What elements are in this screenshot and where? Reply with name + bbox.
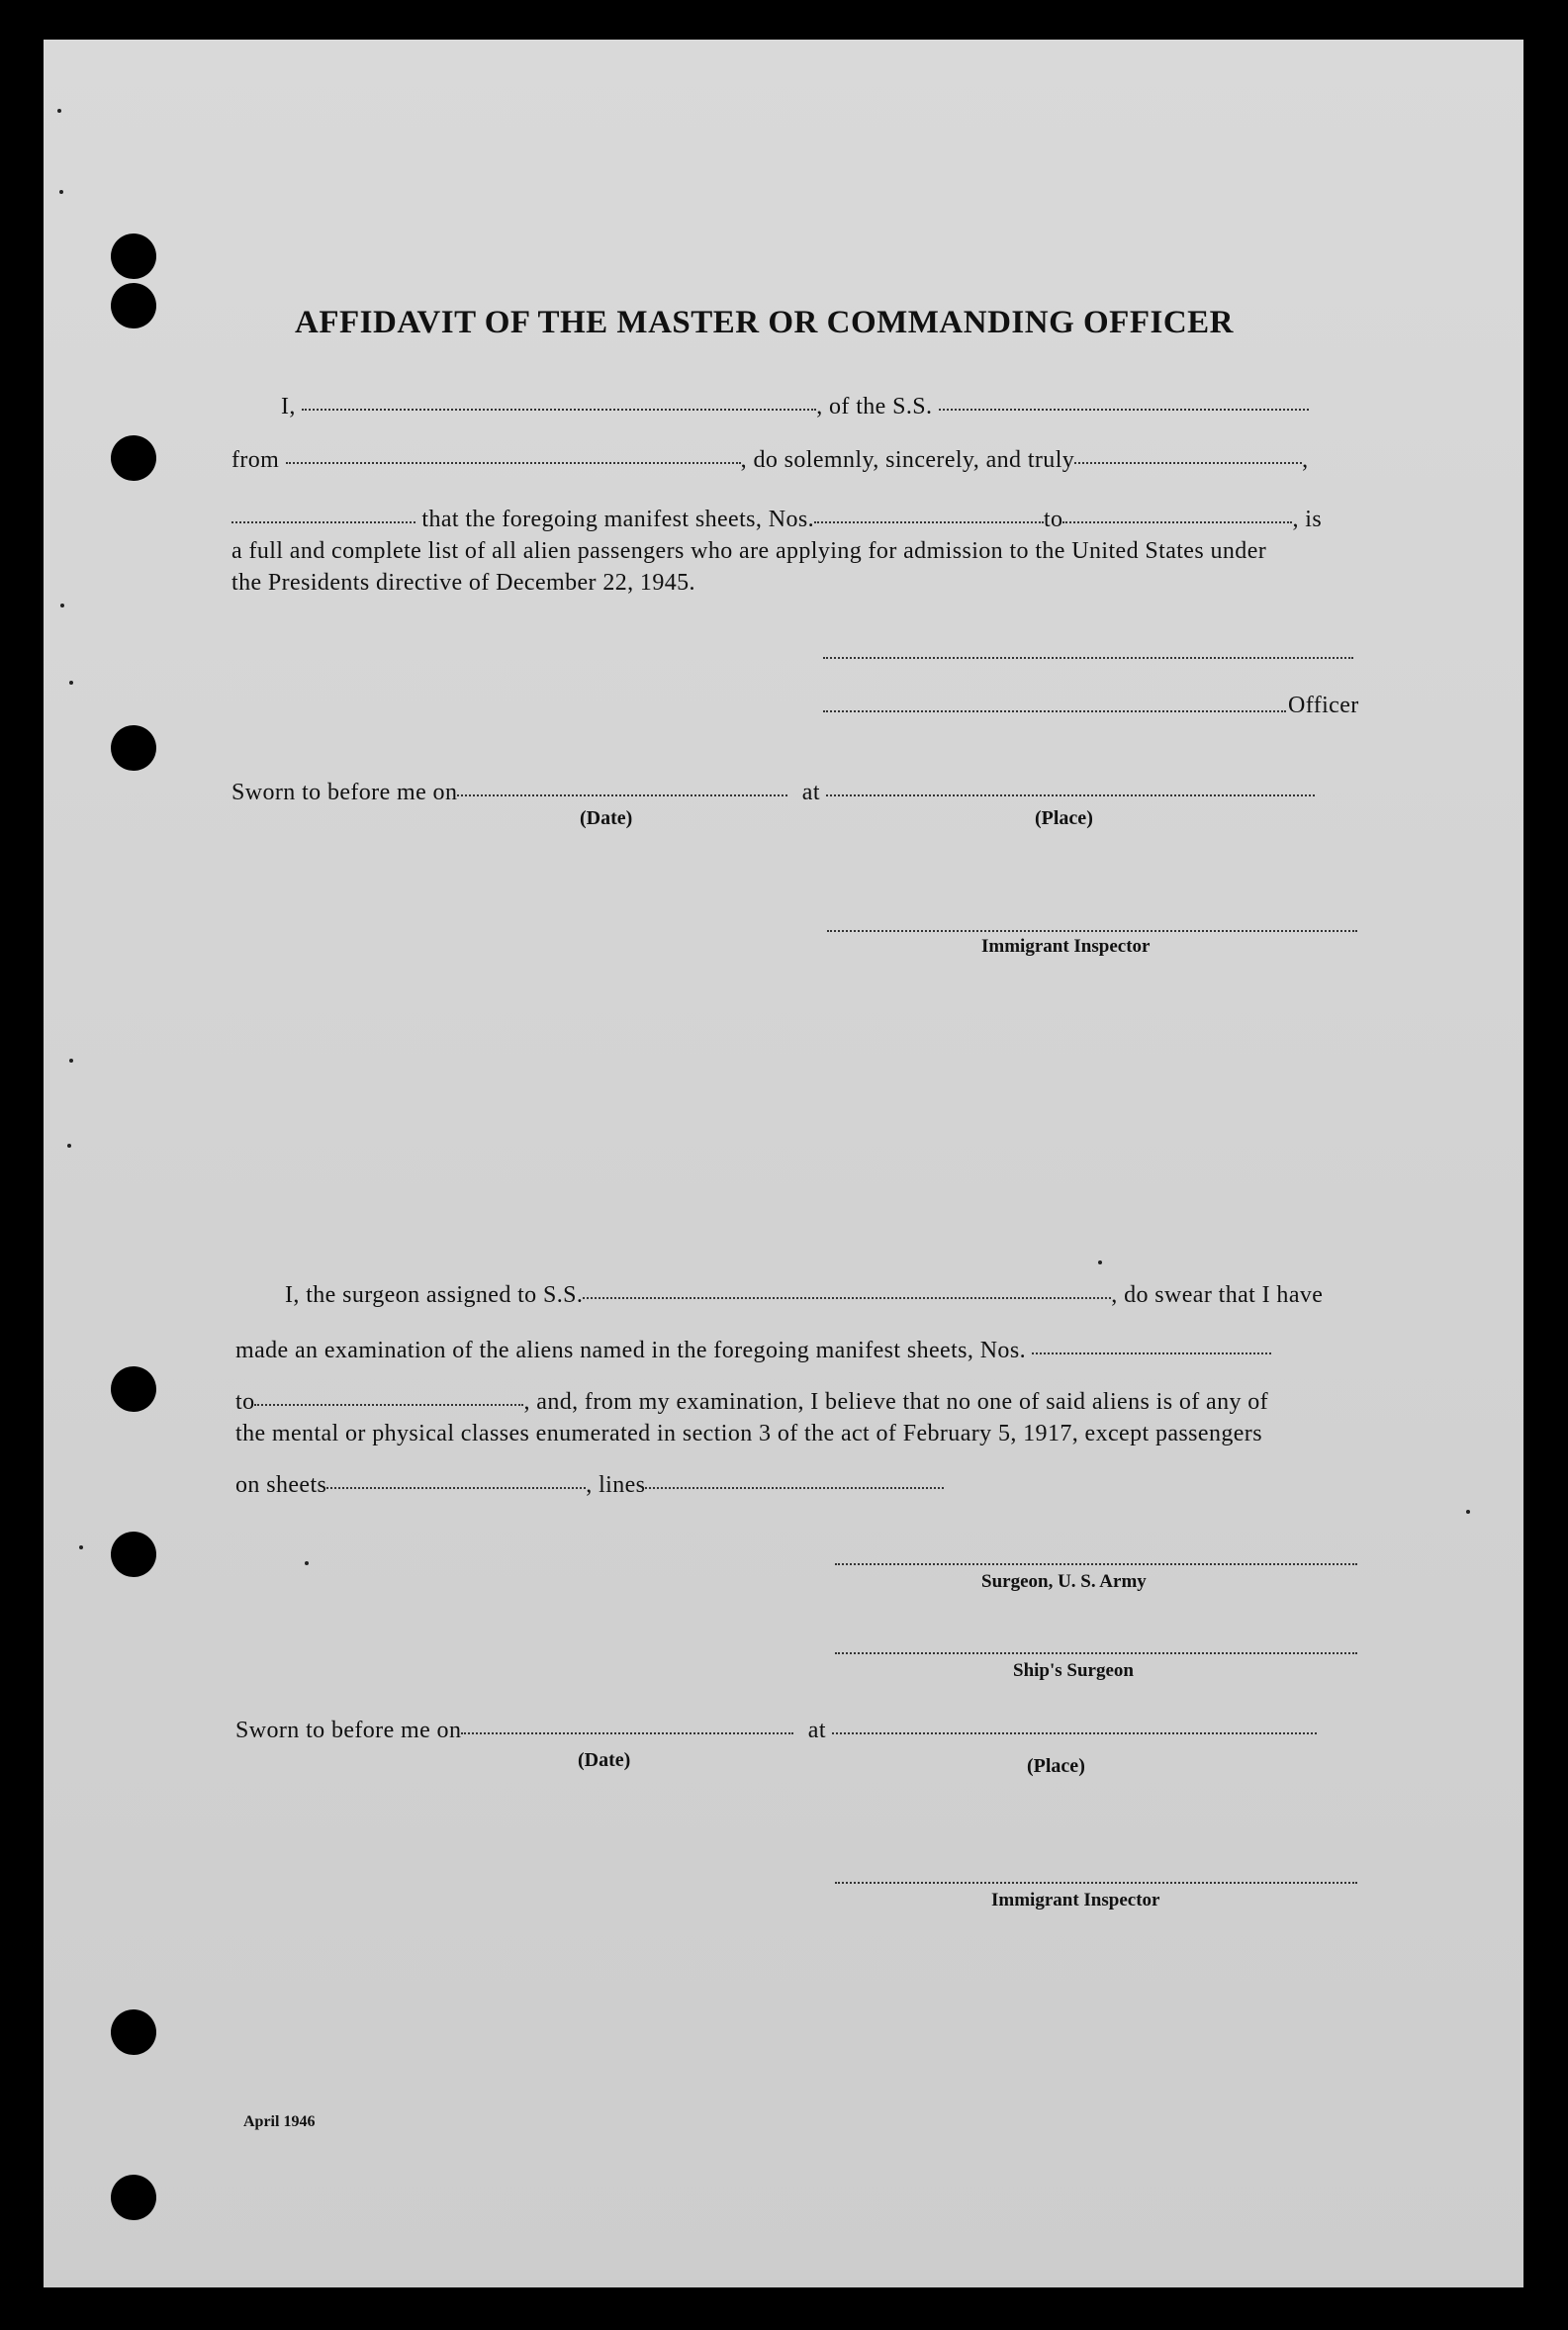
army-surgeon-signature-line[interactable]: [835, 1563, 1357, 1565]
master-signature-line-2[interactable]: [823, 710, 1286, 712]
punch-hole: [111, 435, 156, 481]
officer-label: Officer: [1288, 693, 1359, 718]
master-line-3: that the foregoing manifest sheets, Nos. to , is: [231, 507, 1322, 533]
master-name-field[interactable]: [302, 409, 816, 411]
origin-field[interactable]: [286, 462, 741, 464]
master-place-caption: (Place): [1035, 807, 1093, 829]
surgeon-lines-field[interactable]: [645, 1487, 944, 1489]
master-inspector-caption: Immigrant Inspector: [981, 936, 1151, 957]
master-date-caption: (Date): [580, 807, 633, 829]
master-line-2: from , do solemnly, sincerely, and truly ,: [231, 447, 1309, 473]
punch-hole: [111, 1532, 156, 1577]
surgeon-sworn-place-field[interactable]: [832, 1732, 1317, 1734]
oath-field[interactable]: [1074, 462, 1302, 464]
punch-hole: [111, 2009, 156, 2055]
surgeon-place-caption: (Place): [1027, 1755, 1085, 1777]
surgeon-line-3: to , and, from my examination, I believe that no one of said aliens is of any of: [235, 1389, 1269, 1415]
master-sworn-line: Sworn to before me on at: [231, 780, 1315, 806]
master-line-5: the Presidents directive of December 22, 1945.: [231, 570, 695, 596]
punch-hole: [111, 283, 156, 328]
page-title: AFFIDAVIT OF THE MASTER OR COMMANDING OFFICER: [295, 305, 1234, 340]
punch-hole: [111, 1366, 156, 1412]
sheets-from-field[interactable]: [814, 521, 1044, 523]
surgeon-date-caption: (Date): [578, 1749, 631, 1771]
punch-hole: [111, 233, 156, 279]
surgeon-sheets-field[interactable]: [326, 1487, 586, 1489]
surgeon-line-4: the mental or physical classes enumerated in section 3 of the act of February 5, 1917, except passengers: [235, 1421, 1262, 1446]
surgeon-sheets-from-field[interactable]: [1032, 1352, 1271, 1354]
oath-continued-field[interactable]: [231, 521, 415, 523]
surgeon-sworn-line: Sworn to before me on at: [235, 1718, 1317, 1744]
surgeon-inspector-line[interactable]: [835, 1882, 1357, 1884]
punch-hole: [111, 2175, 156, 2220]
surgeon-inspector-caption: Immigrant Inspector: [991, 1890, 1160, 1911]
master-inspector-line[interactable]: [827, 930, 1357, 932]
surgeon-line-1: I, the surgeon assigned to S.S. , do swear that I have: [285, 1282, 1324, 1308]
ship-surgeon-signature-line[interactable]: [835, 1652, 1357, 1654]
surgeon-ship-field[interactable]: [583, 1297, 1111, 1299]
master-sworn-date-field[interactable]: [457, 794, 787, 796]
ship-surgeon-caption: Ship's Surgeon: [1013, 1660, 1134, 1681]
surgeon-sworn-date-field[interactable]: [461, 1732, 793, 1734]
document-page: [44, 40, 1523, 2287]
ship-name-field[interactable]: [939, 409, 1309, 411]
master-line-4: a full and complete list of all alien passengers who are applying for admission to the United States under: [231, 538, 1267, 564]
surgeon-line-2: made an examination of the aliens named in the foregoing manifest sheets, Nos.: [235, 1338, 1271, 1364]
master-signature-line-1[interactable]: [823, 657, 1353, 659]
master-sworn-place-field[interactable]: [826, 794, 1315, 796]
punch-hole: [111, 725, 156, 771]
army-surgeon-caption: Surgeon, U. S. Army: [981, 1571, 1147, 1592]
form-date-footer: April 1946: [243, 2113, 316, 2130]
master-line-1: I, , of the S.S.: [281, 394, 1309, 420]
surgeon-sheets-to-field[interactable]: [254, 1404, 523, 1406]
surgeon-line-5: on sheets , lines: [235, 1472, 944, 1499]
sheets-to-field[interactable]: [1062, 521, 1292, 523]
